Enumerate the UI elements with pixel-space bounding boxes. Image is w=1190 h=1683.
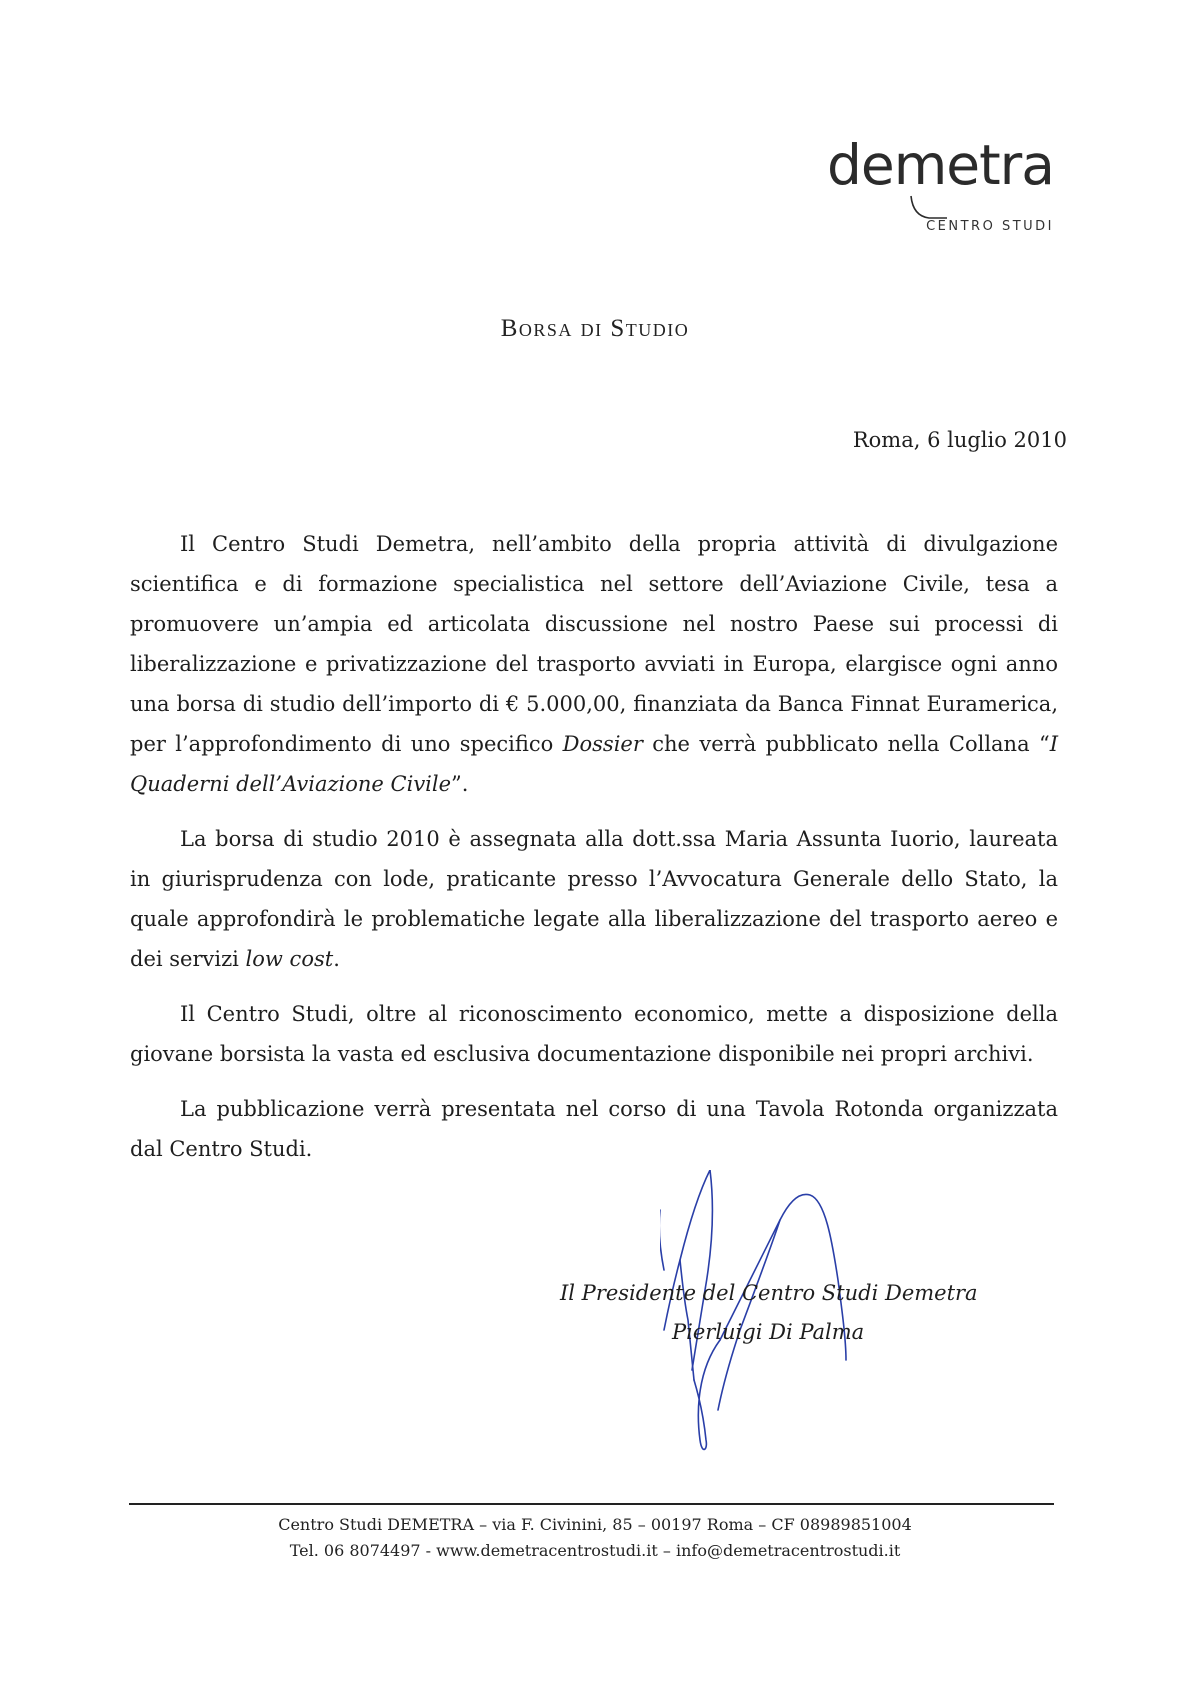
paragraph-2-low-cost: low cost [245, 947, 334, 971]
footer [0, 1512, 1190, 1564]
letter-date: Roma, 6 luglio 2010 [852, 428, 1067, 452]
signatory-name: Pierluigi Di Palma [672, 1320, 865, 1344]
logo-wordmark: demetra [826, 133, 1054, 197]
footer-address: Centro Studi DEMETRA – via F. Civinini, 85 – 00197 Roma – CF 08989851004 [278, 1515, 912, 1534]
signatory-role: Il Presidente del Centro Studi Demetra [560, 1281, 978, 1305]
paragraph-1-text-a: Il Centro Studi Demetra, nell’ambito della propria attività di divulgazione scientifica e di formazione specialistica nel settore dell’Aviazione Civile, tesa a promuovere un’ampia ed articolata discussione nel nostro Paese sui processi di liberalizzazione e privatizzazione del trasporto avviati in Europa, elargisce ogni anno una borsa di studio dell’importo di € 5.000,00, finanziata da Banca Finnat Euramerica, per l’approfondimento di uno specifico [130, 532, 1058, 756]
paragraph-1 [130, 524, 1058, 804]
paragraph-1-collana: I Quaderni dell’Aviazione Civile [130, 732, 1058, 796]
paragraph-2-text-c: . [333, 947, 340, 971]
paragraph-2-text-a: La borsa di studio 2010 è assegnata alla dott.ssa Maria Assunta Iuorio, laureata in giurisprudenza con lode, praticante presso l’Avvocatura Generale dello Stato, la quale approfondirà le problematiche legate alla liberalizzazione del trasporto aereo e dei servizi [130, 827, 1058, 971]
paragraph-3: Il Centro Studi, oltre al riconoscimento economico, mette a disposizione della giovane borsista la vasta ed esclusiva documentazione disponibile nei propri archivi. [130, 1002, 1058, 1066]
footer-contacts: Tel. 06 8074497 - www.demetracentrostudi.it – info@demetracentrostudi.it [289, 1541, 901, 1560]
paragraph-1-text-e: ”. [451, 772, 469, 796]
demetra-logo [820, 133, 1080, 248]
paragraph-4: La pubblicazione verrà presentata nel corso di una Tavola Rotonda organizzata dal Centro Studi. [130, 1097, 1058, 1161]
footer-divider [129, 1503, 1054, 1505]
paragraph-1-dossier: Dossier [562, 732, 643, 756]
signature-block [560, 1274, 1000, 1352]
document-title: Borsa di Studio [500, 315, 690, 342]
paragraph-1-text-c: che verrà pubblicato nella Collana “ [642, 732, 1050, 756]
letter-body [130, 524, 1058, 1184]
paragraph-2 [130, 819, 1058, 979]
logo-subtitle: CENTRO STUDI [926, 219, 1054, 234]
